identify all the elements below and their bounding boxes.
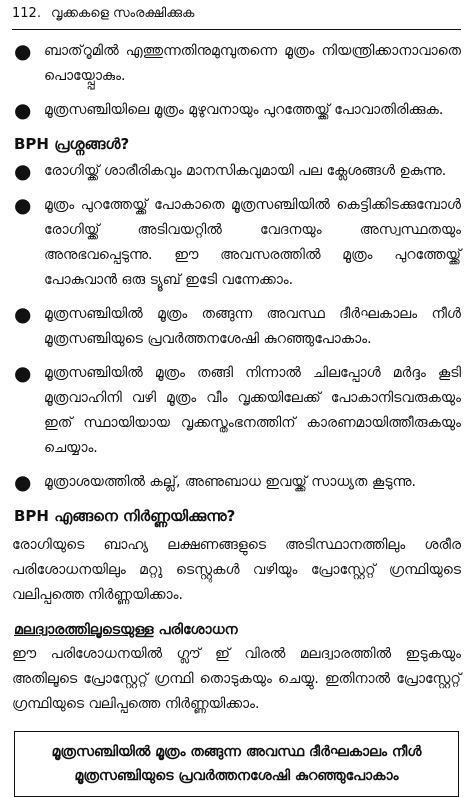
list-item [12,98,461,123]
bullet-text: മൂത്രസഞ്ചിയിലെ മൂത്രം മുഴുവനായും പുറത്തേയ്ക്ക് പോവാതിരിക്കുക. [44,102,444,118]
list-item [12,193,461,293]
diagnosis-paragraph: രോഗിയുടെ ബാഹ്യ ലക്ഷണങ്ങളുടെ അടിസ്ഥാനത്തിലും ശരീര പരിശോധനയിലും മറ്റു ടെസ്റ്റുകൾ വഴിയും പ്രോസ്റ്റേറ്റ് ഗ്രന്ഥിയുടെ വലിപ്പത്തെ നിർണ്ണയിക്കാം. [12,537,461,603]
section-heading-rectal-exam [14,620,461,640]
list-item [12,159,461,184]
bullet-icon: ● [14,159,32,183]
bullet-icon: ● [14,98,32,122]
list-item [12,470,461,495]
bullet-icon: ● [14,302,32,326]
highlight-box [14,731,459,797]
list-item [12,361,461,461]
bullet-text: മൂത്രസഞ്ചിയിൽ മൂത്രം തങ്ങി നിന്നാൽ ചിലപ്പോൾ മർദ്ദം കൂടി മൂത്രവാഹിനി വഴി മൂത്രം വീം വൃക്കയിലേക്ക് പോകാനിടവരുകയും ഇത് സ്ഥായിയായ വൃക്കസ്തംഭനത്തിന് കാരണമായിത്തീരുകയും ചെയ്യാം. [44,365,461,456]
bullet-text: മൂത്രസഞ്ചിയിൽ മൂത്രം തങ്ങുന്ന അവസ്ഥ ദീർഘകാലം നീൾ മൂത്രസഞ്ചിയുടെ പ്രവർത്തനശേഷി കുറഞ്ഞുപോകാം. [44,306,461,347]
bullet-text: ബാത്‌റൂമിൽ എത്തുന്നതിനുമുമ്പുതന്നെ മൂത്രം നിയന്ത്രിക്കാനാവാതെ പൊയ്പ്പോകും. [44,43,461,84]
bullet-icon: ● [14,193,32,217]
page-number: 112. [12,6,41,21]
list-item [12,302,461,352]
section-heading-bph-diagnosis: BPH എങ്ങനെ നിർണ്ണയിക്കുന്നു? [14,507,236,525]
rectal-exam-heading-rest: പരിശോധന [153,622,238,638]
list-item [12,39,461,89]
bullet-text: മൂത്രം പുറത്തേയ്ക്ക് പോകാതെ മൂത്രസഞ്ചിയിൽ കെട്ടിക്കിടക്കുമ്പോൾ രോഗിയ്ക്ക് അടിവയറ്റിൽ വേദനയും അസ്വസ്ഥതയും അനുഭവപ്പെടുന്നു. ഈ അവസരത്തിൽ മൂത്രം പുറത്തേയ്ക്ക് പോകുവാൻ ഒരു ട്യൂബ് ഇടേി വന്നേക്കാം. [44,197,461,288]
bullet-icon: ● [14,361,32,385]
page-header [12,0,461,30]
bullet-text: മൂത്രാശയത്തിൽ കല്ല്, അണുബാധ ഇവയ്ക്ക് സാധ്യത കൂടുന്നു. [44,474,416,490]
rectal-exam-heading-underlined: മലദ്വാരത്തിലൂടെയുള്ള [14,622,154,638]
top-bullet-list [12,39,461,123]
bullet-icon: ● [14,470,32,494]
highlight-line-1: മൂത്രസഞ്ചിയിൽ മൂത്രം തങ്ങുന്ന അവസ്ഥ ദീർഘകാലം നീൾ [51,744,422,760]
book-title: വൃക്കകളെ സംരക്ഷിക്കുക [50,6,195,21]
bullet-icon: ● [14,39,32,63]
section-heading-bph-problems: BPH പ്രശ്നങ്ങൾ? [14,135,130,153]
rectal-exam-paragraph: ഈ പരിശോധനയിൽ ഗ്ലൗ് ഇ് വിരൽ മലദ്വാരത്തിൽ ഇടുകയും അതിലൂടെ പ്രോസ്റ്റേറ്റ് ഗ്രന്ഥി തൊടുകയും ചെയ്യു. ഇതിനാൽ പ്രോസ്റ്റേറ്റ് ഗ്രന്ഥിയുടെ വലിപ്പത്തെ നിർണ്ണയിക്കാം. [12,646,461,712]
bph-problems-list [12,159,461,495]
highlight-line-2: മൂത്രസഞ്ചിയുടെ പ്രവർത്തനശേഷി കുറഞ്ഞുപോകാം [74,768,399,784]
bullet-text: രോഗിയ്ക്ക് ശാരീരികവും മാനസികവുമായി പല ക്ലേശങ്ങൾ ഉകുന്നു. [44,163,447,179]
